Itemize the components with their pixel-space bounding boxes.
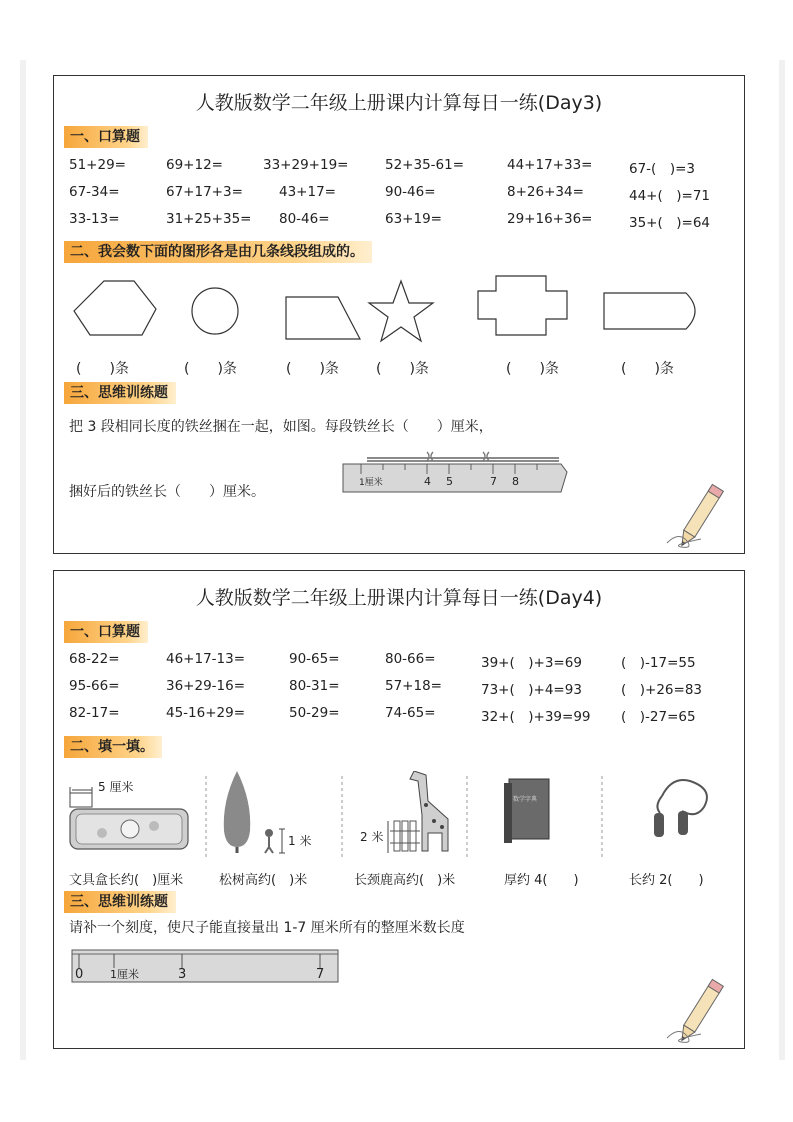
ruler-label: 3 [178, 967, 187, 982]
section-heading-mental-math: 一、口算题 [64, 126, 148, 148]
section-heading-fill: 二、填一填。 [64, 736, 162, 758]
math-item: 82-17= [69, 705, 120, 721]
shape-answer: ( )条 [76, 361, 129, 377]
math-item: 51+29= [69, 157, 126, 173]
section-heading-shapes: 二、我会数下面的图形各是由几条线段组成的。 [64, 241, 372, 263]
ruler-label: 8 [512, 475, 519, 488]
section-heading-mental-math: 一、口算题 [64, 621, 148, 643]
math-row [69, 157, 739, 179]
math-item: 63+19= [385, 211, 442, 227]
ruler-label: 4 [424, 475, 431, 488]
fill-answer: 长约 2( ) [629, 873, 704, 888]
math-item: 57+18= [385, 678, 442, 694]
math-item: 52+35-61= [385, 157, 465, 173]
math-item: 67-34= [69, 184, 120, 200]
section-heading-thinking: 三、思维训练题 [64, 382, 176, 404]
math-item: 50-29= [289, 705, 340, 721]
math-item: 33-13= [69, 211, 120, 227]
pencil-icon [659, 471, 744, 551]
shape-answer: ( )条 [286, 361, 339, 377]
math-item: 39+( )+3=69 [481, 655, 582, 671]
fill-in-pictures [54, 771, 744, 861]
label-5cm: 5 厘米 [98, 780, 134, 794]
question-text: 把 3 段相同长度的铁丝捆在一起，如图。每段铁丝长（ ）厘米， [69, 419, 493, 435]
math-item: 43+17= [279, 184, 336, 200]
question-text: 捆好后的铁丝长（ ）厘米。 [69, 484, 265, 500]
ruler-label: 1厘米 [110, 968, 139, 981]
shape-answer: ( )条 [506, 361, 559, 377]
math-item: 46+17-13= [166, 651, 246, 667]
ruler-label: 5 [446, 475, 453, 488]
worksheet-title: 人教版数学二年级上册课内计算每日一练(Day4) [195, 587, 603, 609]
shape-answer: ( )条 [621, 361, 674, 377]
fill-answer: 厚约 4( ) [504, 873, 579, 888]
math-item: 67-( )=3 [629, 161, 695, 177]
pencil-tip-shape [604, 293, 695, 329]
giraffe-icon [388, 771, 448, 853]
math-item: 33+29+19= [263, 157, 349, 173]
math-item: 68-22= [69, 651, 120, 667]
jump-rope-icon [654, 780, 707, 837]
math-item: 45-16+29= [166, 705, 246, 721]
math-item: 29+16+36= [507, 211, 593, 227]
fill-answer: 松树高约( )米 [219, 873, 308, 888]
star-shape [369, 281, 433, 341]
math-row [69, 705, 739, 727]
math-item: ( )-27=65 [621, 709, 696, 725]
shapes-figure [54, 271, 744, 346]
math-row [69, 211, 739, 233]
math-row [69, 678, 739, 700]
math-row [69, 184, 739, 206]
trapezoid-shape [286, 297, 360, 339]
math-item: 32+( )+39=99 [481, 709, 591, 725]
ruler-figure [69, 946, 344, 988]
math-item: 73+( )+4=93 [481, 682, 582, 698]
pencil-icon [659, 966, 744, 1046]
math-item: ( )-17=55 [621, 655, 696, 671]
math-item: 80-46= [279, 211, 330, 227]
fill-answer: 文具盒长约( )厘米 [69, 873, 184, 888]
fill-answer: 长颈鹿高约( )米 [354, 873, 456, 888]
math-item: 90-46= [385, 184, 436, 200]
label-1m: 1 米 [288, 834, 312, 848]
section-heading-thinking: 三、思维训练题 [64, 891, 176, 913]
math-item: 95-66= [69, 678, 120, 694]
worksheet-day4 [53, 570, 745, 1049]
question-text: 请补一个刻度，使尺子能直接量出 1-7 厘米所有的整厘米数长度 [69, 920, 465, 936]
label-2m: 2 米 [360, 830, 384, 844]
pencil-box-icon [70, 787, 188, 849]
dictionary-icon [504, 779, 549, 843]
math-item: 74-65= [385, 705, 436, 721]
math-item: 36+29-16= [166, 678, 246, 694]
math-item: 44+17+33= [507, 157, 593, 173]
shape-answer: ( )条 [376, 361, 429, 377]
math-item: 80-31= [289, 678, 340, 694]
math-item: 80-66= [385, 651, 436, 667]
math-item: 90-65= [289, 651, 340, 667]
math-item: ( )+26=83 [621, 682, 703, 698]
shape-answer: ( )条 [184, 361, 237, 377]
ruler-label: 1厘米 [359, 478, 383, 488]
circle-shape [192, 288, 238, 334]
math-row [69, 651, 739, 673]
ruler-label: 0 [75, 967, 84, 982]
ruler-with-wire [339, 446, 574, 496]
pentagon-shape [74, 281, 156, 335]
worksheet-day3 [53, 75, 745, 554]
math-item: 69+12= [166, 157, 223, 173]
math-item: 35+( )=64 [629, 215, 711, 231]
dictionary-title: 数学字典 [513, 796, 538, 803]
cross-shape [478, 276, 567, 335]
math-item: 44+( )=71 [629, 188, 711, 204]
pine-tree-icon [224, 771, 285, 853]
ruler-label: 7 [316, 967, 325, 982]
math-item: 8+26+34= [507, 184, 584, 200]
ruler-label: 7 [490, 475, 497, 488]
worksheet-title: 人教版数学二年级上册课内计算每日一练(Day3) [195, 92, 603, 114]
math-item: 67+17+3= [166, 184, 243, 200]
math-item: 31+25+35= [166, 211, 252, 227]
